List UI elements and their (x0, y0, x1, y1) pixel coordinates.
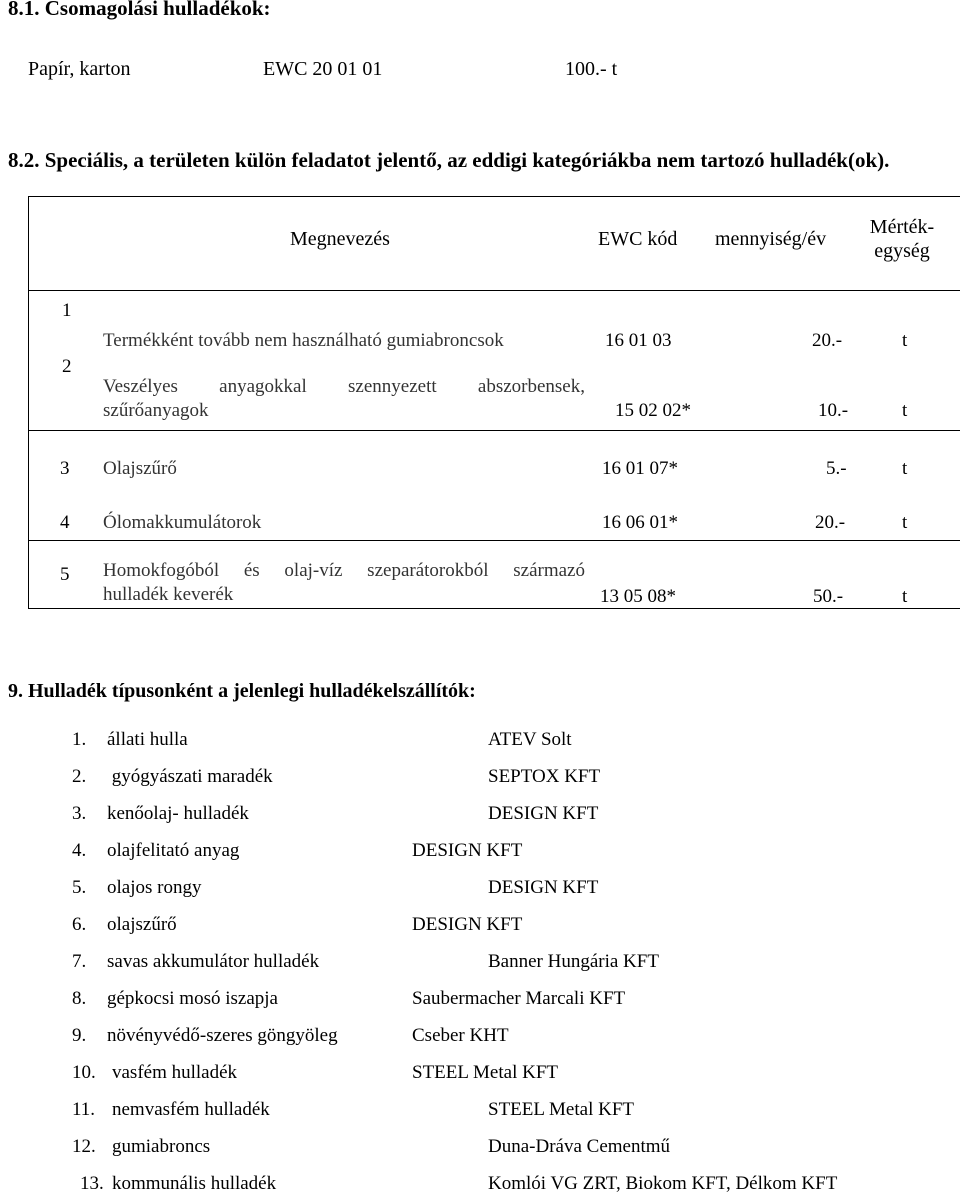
row-1-ewc: 16 01 03 (605, 330, 672, 351)
row-4-no: 4 (60, 512, 70, 533)
row-2-ewc: 15 02 02* (615, 400, 691, 421)
list-item-no: 9. (72, 1025, 87, 1046)
list-item-carrier: DESIGN KFT (412, 840, 523, 861)
row-4-unit: t (902, 512, 908, 533)
list-item-waste: gyógyászati maradék (107, 766, 273, 787)
table-left-border (28, 196, 29, 608)
header-unit-line2: egység (874, 240, 930, 262)
list-item-waste: kommunális hulladék (112, 1173, 277, 1194)
list-item-carrier: STEEL Metal KFT (488, 1099, 634, 1120)
list-item-carrier: STEEL Metal KFT (412, 1062, 558, 1083)
list-item-carrier: ATEV Solt (488, 729, 572, 750)
list-item-waste: állati hulla (107, 729, 188, 750)
list-item-no: 10. (72, 1062, 96, 1083)
row-5-no: 5 (60, 564, 70, 585)
list-item-no: 8. (72, 988, 87, 1009)
list-item-no: 6. (72, 914, 87, 935)
list-item-carrier: DESIGN KFT (488, 803, 599, 824)
table-bottom-border (28, 608, 960, 609)
section-8-1-heading: 8.1. Csomagolási hulladékok: (8, 0, 271, 20)
list-item-waste: olajfelitató anyag (107, 840, 240, 861)
row-4-qty: 20.- (815, 512, 846, 533)
row-5-ewc: 13 05 08* (600, 586, 676, 607)
list-item-waste: vasfém hulladék (112, 1062, 238, 1083)
list-item-carrier: Saubermacher Marcali KFT (412, 988, 626, 1009)
list-item-waste: kenőolaj- hulladék (107, 803, 249, 824)
row-3-qty: 5.- (826, 458, 847, 479)
packaging-amount: 100.- t (565, 58, 618, 80)
row-3-ewc: 16 01 07* (602, 458, 678, 479)
row-2-no: 2 (62, 356, 72, 377)
row-1-name: Termékként tovább nem használható gumiabroncsok (103, 330, 504, 351)
row-2-name-line2: szűrőanyagok (103, 400, 209, 421)
row-5-name-line1: Homokfogóból és olaj-víz szeparátorokból származó (103, 560, 585, 581)
row-5-qty: 50.- (813, 586, 844, 607)
list-item-carrier: SEPTOX KFT (488, 766, 601, 787)
table-row-divider (28, 430, 960, 431)
list-item-carrier: Komlói VG ZRT, Biokom KFT, Délkom KFT (488, 1173, 838, 1194)
list-item-carrier: Banner Hungária KFT (488, 951, 659, 972)
row-1-qty: 20.- (812, 330, 843, 351)
row-2-unit: t (902, 400, 908, 421)
list-item-no: 13. (80, 1173, 104, 1194)
row-1-no: 1 (62, 300, 72, 321)
row-4-name: Ólomakkumulátorok (103, 512, 262, 533)
list-item-waste: savas akkumulátor hulladék (107, 951, 320, 972)
list-item-waste: olajszűrő (107, 914, 177, 935)
list-item-no: 7. (72, 951, 87, 972)
list-item-no: 5. (72, 877, 87, 898)
list-item-waste: nemvasfém hulladék (112, 1099, 270, 1120)
list-item-waste: olajos rongy (107, 877, 202, 898)
list-item-no: 1. (72, 729, 87, 750)
list-item-carrier: Cseber KHT (412, 1025, 509, 1046)
packaging-ewc: EWC 20 01 01 (263, 58, 383, 80)
list-item-waste: gépkocsi mosó iszapja (107, 988, 278, 1009)
list-item-no: 4. (72, 840, 87, 861)
header-name: Megnevezés (290, 228, 390, 250)
list-item-carrier: DESIGN KFT (488, 877, 599, 898)
row-3-unit: t (902, 458, 908, 479)
row-3-name: Olajszűrő (103, 458, 177, 479)
row-5-name-line2: hulladék keverék (103, 584, 234, 605)
list-item-no: 2. (72, 766, 87, 787)
section-9-heading: 9. Hulladék típusonként a jelenlegi hulladékelszállítók: (8, 680, 476, 702)
table-header-divider (28, 290, 960, 291)
row-2-qty: 10.- (818, 400, 849, 421)
list-item-carrier: DESIGN KFT (412, 914, 523, 935)
table-top-border (28, 196, 960, 197)
header-qty: mennyiség/év (715, 228, 827, 250)
section-8-2-heading: 8.2. Speciális, a területen külön feladatot jelentő, az eddigi kategóriákba nem tartozó hulladék(ok). (8, 148, 890, 172)
row-5-unit: t (902, 586, 908, 607)
row-1-unit: t (902, 330, 908, 351)
table-row-divider (28, 540, 960, 541)
header-unit-line1: Mérték- (869, 216, 935, 238)
list-item-waste: növényvédő-szeres göngyöleg (107, 1025, 338, 1046)
header-ewc: EWC kód (598, 228, 678, 250)
row-4-ewc: 16 06 01* (602, 512, 678, 533)
list-item-waste: gumiabroncs (112, 1136, 211, 1157)
list-item-no: 3. (72, 803, 87, 824)
row-3-no: 3 (60, 458, 70, 479)
list-item-carrier: Duna-Dráva Cementmű (488, 1136, 671, 1157)
packaging-item: Papír, karton (28, 58, 131, 80)
list-item-no: 11. (72, 1099, 96, 1120)
row-2-name-line1: Veszélyes anyagokkal szennyezett abszorbensek, (103, 376, 585, 397)
list-item-no: 12. (72, 1136, 96, 1157)
